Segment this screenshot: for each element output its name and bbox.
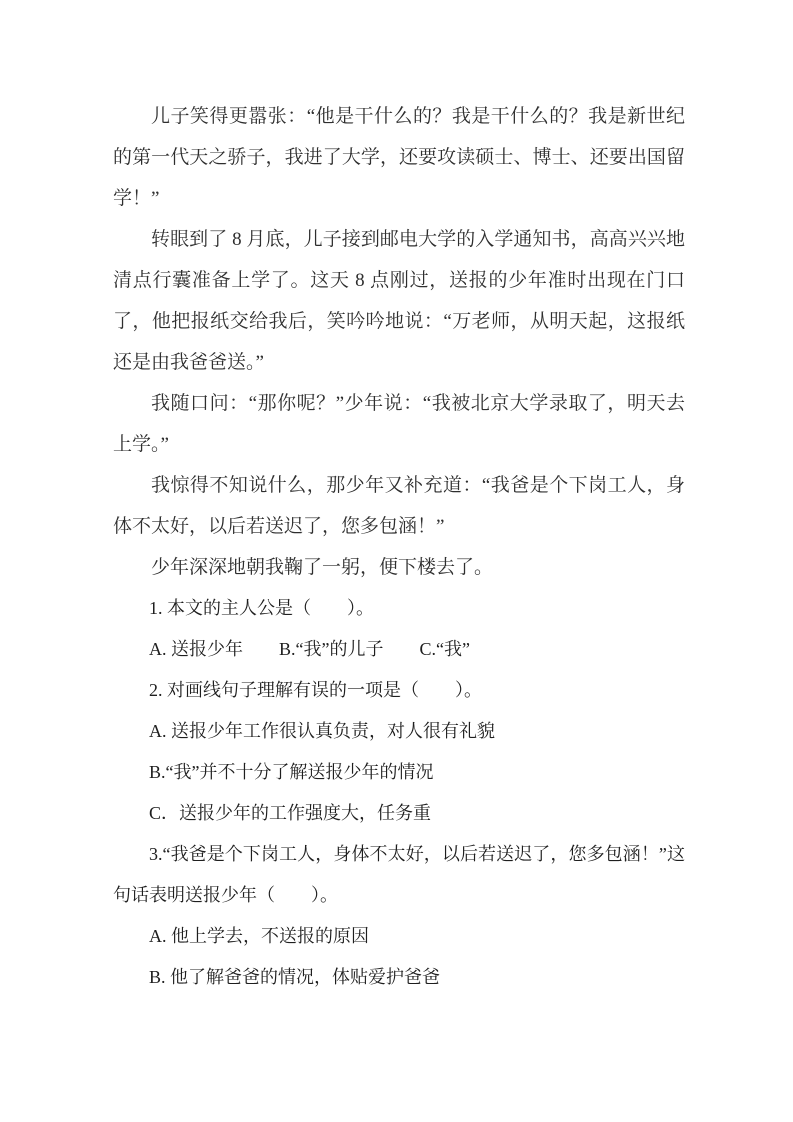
story-paragraph-3: 我随口问：“那你呢？”少年说：“我被北京大学录取了，明天去上学。” — [113, 393, 685, 455]
question-2-option-b: B.“我”并不十分了解送报少年的情况 — [149, 762, 434, 782]
question-2-option-c: C．送报少年的工作强度大，任务重 — [149, 803, 432, 823]
question-3-option-a: A. 他上学去，不送报的原因 — [149, 926, 369, 946]
question-3-option-b: B. 他了解爸爸的情况，体贴爱护爸爸 — [149, 967, 441, 987]
question-1: 1. 本文的主人公是（ ）。 — [149, 598, 374, 618]
question-3: 3.“我爸是个下岗工人，身体不太好，以后若送迟了，您多包涵！”这句话表明送报少年（ ）。 — [113, 844, 685, 905]
question-2-option-a: A. 送报少年工作很认真负责，对人很有礼貌 — [149, 721, 495, 741]
question-2: 2. 对画线句子理解有误的一项是（ ）。 — [149, 680, 482, 700]
question-1-options: A. 送报少年 B.“我”的儿子 C.“我” — [149, 639, 470, 659]
document-content — [113, 96, 685, 998]
story-paragraph-1: 儿子笑得更嚣张：“他是干什么的？我是干什么的？我是新世纪的第一代天之骄子，我进了大学，还要攻读硕士、博士、还要出国留学！” — [113, 106, 685, 209]
story-paragraph-4: 我惊得不知说什么，那少年又补充道：“我爸是个下岗工人，身体不太好，以后若送迟了，您多包涵！” — [113, 475, 685, 537]
story-paragraph-2: 转眼到了 8 月底，儿子接到邮电大学的入学通知书，高高兴兴地清点行囊准备上学了。这天 8 点刚过，送报的少年准时出现在门口了，他把报纸交给我后，笑吟吟地说：“万老师，从明天起，这报纸还是由我爸爸送。” — [113, 229, 685, 373]
story-paragraph-5: 少年深深地朝我鞠了一躬，便下楼去了。 — [151, 557, 494, 578]
